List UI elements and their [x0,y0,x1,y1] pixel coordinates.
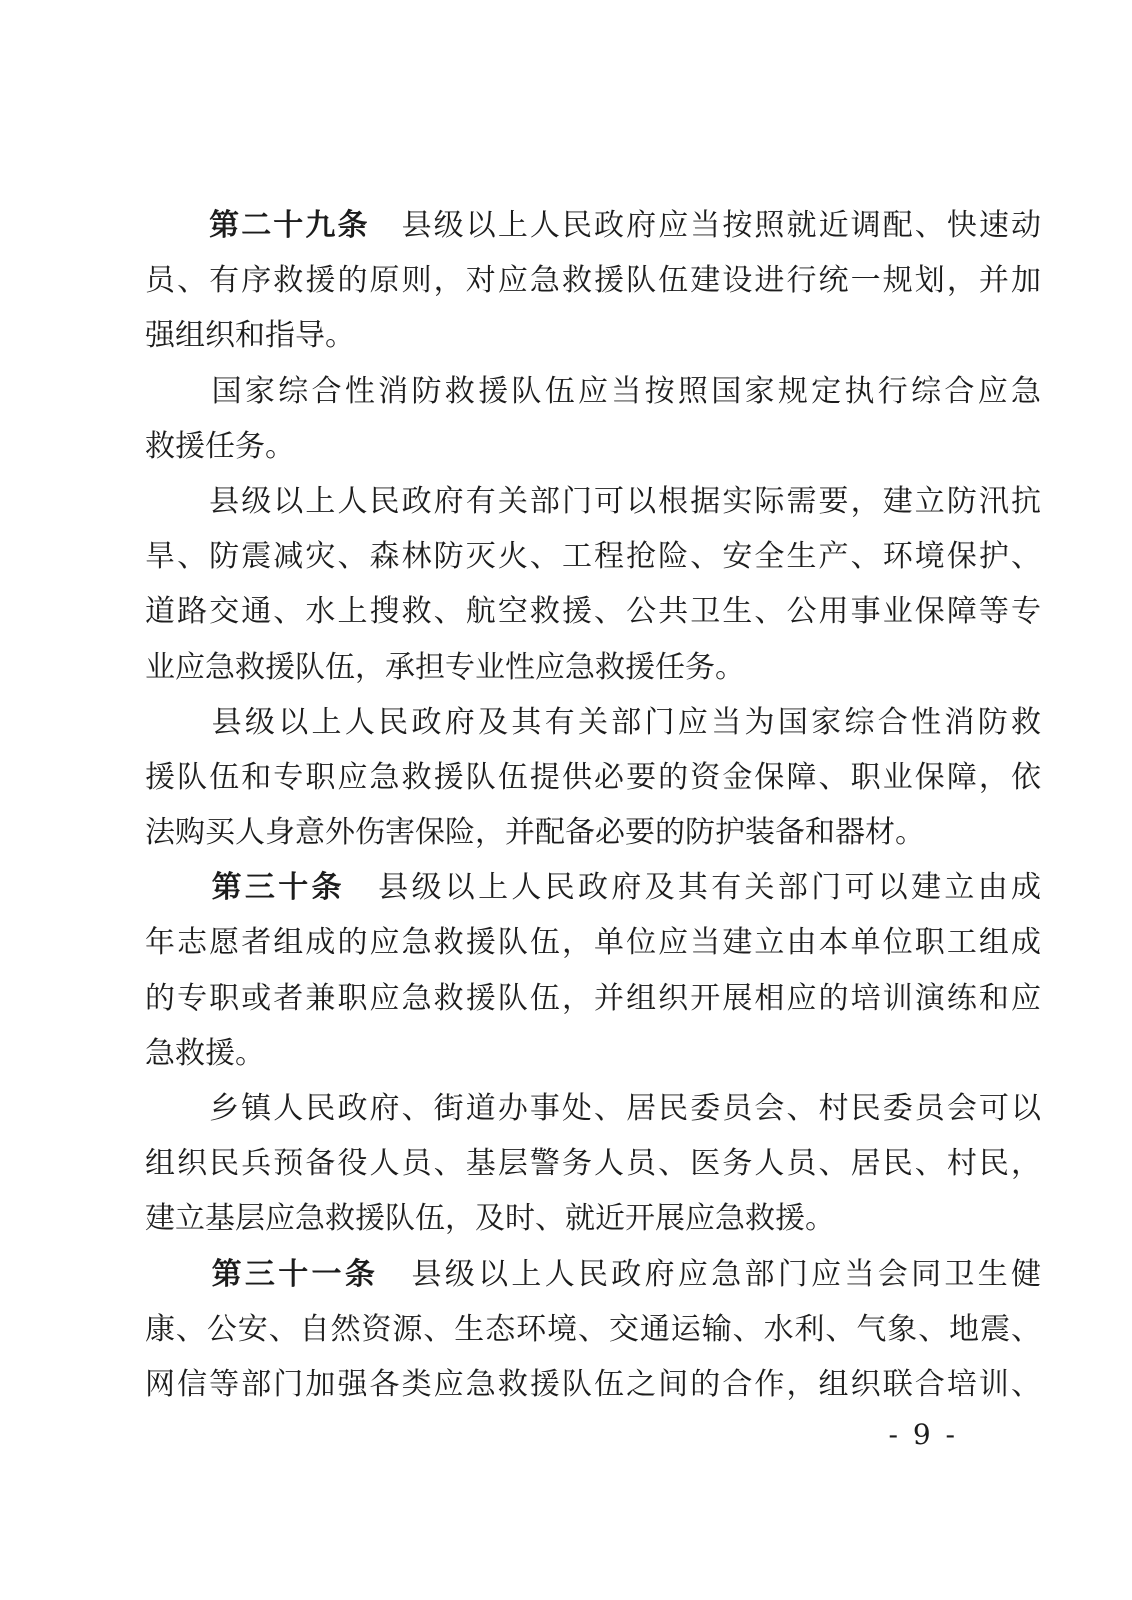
line-text: 援队伍和专职应急救援队伍提供必要的资金保障、职业保障，依 [145,759,1041,795]
line-text: 急救援。 [145,1035,265,1071]
line-text: 业应急救援队伍，承担专业性应急救援任务。 [145,649,745,685]
line-text: 法购买人身意外伤害保险，并配备必要的防护装备和器材。 [145,815,925,851]
line-text: 康、公安、自然资源、生态环境、交通运输、水利、气象、地震、 [145,1311,1041,1347]
article-number-bold: 第二十九条 [145,208,370,243]
line-text: 的专职或者兼职应急救援队伍，并组织开展相应的培训演练和应 [145,980,1041,1016]
article-number-bold: 第三十一条 [145,1256,379,1292]
text-line [145,860,1041,915]
line-text: 员、有序救援的原则，对应急救援队伍建设进行统一规划，并加 [145,263,1041,299]
line-text: 强组织和指导。 [145,318,355,354]
text-line [145,1081,1041,1136]
line-text: 道路交通、水上搜救、航空救援、公共卫生、公用事业保障等专 [145,594,1041,630]
paragraph-article-30 [145,860,1041,1081]
text-line [145,1247,1041,1302]
line-text: 年志愿者组成的应急救援队伍，单位应当建立由本单位职工组成 [145,925,1041,961]
text-line [145,419,1041,474]
text-line [145,915,1041,970]
text-line [145,364,1041,419]
line-text: 国家综合性消防救援队伍应当按照国家规定执行综合应急 [145,373,1041,409]
paragraph-grassroots-teams [145,1081,1041,1247]
line-text: 县级以上人民政府及其有关部门可以建立由成 [344,870,1041,906]
text-line [145,198,1041,253]
text-line [145,1136,1041,1191]
text-line [145,640,1041,695]
line-text: 乡镇人民政府、街道办事处、居民委员会、村民委员会可以 [145,1091,1041,1126]
line-text: 救援任务。 [145,428,295,464]
line-text: 县级以上人民政府应当按照就近调配、快速动 [369,208,1041,243]
text-line [145,1357,1041,1412]
paragraph-funding-guarantee [145,695,1041,861]
line-text: 县级以上人民政府应急部门应当会同卫生健 [378,1256,1041,1292]
text-line [145,805,1041,860]
text-line [145,1191,1041,1246]
line-text: 组织民兵预备役人员、基层警务人员、医务人员、居民、村民， [145,1146,1041,1182]
paragraph-professional-teams [145,474,1041,695]
document-body [145,198,1041,1412]
text-line [145,695,1041,750]
line-text: 网信等部门加强各类应急救援队伍之间的合作，组织联合培训、 [145,1366,1041,1402]
paragraph-national-teams [145,364,1041,474]
text-line [145,750,1041,805]
line-text: 建立基层应急救援队伍，及时、就近开展应急救援。 [145,1201,835,1237]
text-line [145,253,1041,308]
line-text: 旱、防震减灾、森林防灭火、工程抢险、安全生产、环境保护、 [145,539,1041,575]
line-text: 县级以上人民政府有关部门可以根据实际需要，建立防汛抗 [145,483,1041,519]
article-number-bold: 第三十条 [145,870,345,906]
text-line [145,474,1041,529]
text-line [145,1026,1041,1081]
paragraph-article-31 [145,1247,1041,1413]
text-line [145,308,1041,363]
text-line [145,584,1041,639]
paragraph-article-29 [145,198,1041,364]
text-line [145,1302,1041,1357]
line-text: 县级以上人民政府及其有关部门应当为国家综合性消防救 [145,704,1041,740]
page-number: - 9 - [888,1418,958,1451]
text-line [145,971,1041,1026]
text-line [145,529,1041,584]
